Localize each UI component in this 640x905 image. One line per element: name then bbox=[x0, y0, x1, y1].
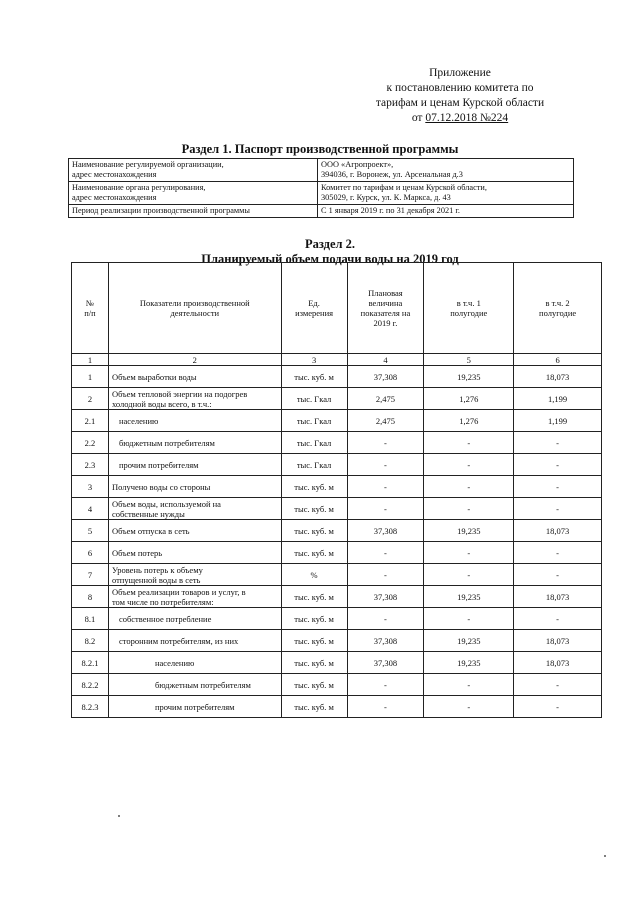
row-indicator: Объем воды, используемой на собственные нужды bbox=[108, 498, 281, 520]
resolution-number: №224 bbox=[477, 112, 509, 124]
row-number: 8 bbox=[72, 586, 109, 608]
passport-label: Наименование регулируемой организации, адрес местонахождения bbox=[69, 159, 318, 182]
header-half-2: в т.ч. 2 полугодие bbox=[514, 263, 602, 354]
row-half-1: - bbox=[424, 432, 514, 454]
row-unit: тыс. Гкал bbox=[281, 388, 347, 410]
header-num: № п/п bbox=[72, 263, 109, 354]
row-planned: 2,475 bbox=[347, 410, 424, 432]
section-2-title-line-1: Раздел 2. bbox=[304, 237, 356, 251]
row-indicator: собственное потребление bbox=[108, 608, 281, 630]
table-row bbox=[72, 542, 602, 564]
header-indicator: Показатели производственной деятельности bbox=[108, 263, 281, 354]
row-indicator: Получено воды со стороны bbox=[108, 476, 281, 498]
column-number: 3 bbox=[281, 354, 347, 366]
row-half-2: - bbox=[514, 674, 602, 696]
row-half-1: 19,235 bbox=[424, 520, 514, 542]
passport-row bbox=[69, 182, 574, 205]
row-unit: тыс. Гкал bbox=[281, 454, 347, 476]
row-half-1: 19,235 bbox=[424, 630, 514, 652]
table-row bbox=[72, 476, 602, 498]
table-row bbox=[72, 498, 602, 520]
row-unit: тыс. куб. м bbox=[281, 476, 347, 498]
row-planned: - bbox=[347, 432, 424, 454]
column-number: 6 bbox=[514, 354, 602, 366]
passport-row bbox=[69, 159, 574, 182]
row-indicator: прочим потребителям bbox=[108, 696, 281, 718]
row-half-2: 18,073 bbox=[514, 652, 602, 674]
row-unit: тыс. куб. м bbox=[281, 542, 347, 564]
row-number: 2.1 bbox=[72, 410, 109, 432]
row-number: 8.2.1 bbox=[72, 652, 109, 674]
resolution-date: 07.12.2018 bbox=[425, 112, 478, 124]
scan-speck bbox=[118, 815, 120, 817]
row-unit: тыс. Гкал bbox=[281, 432, 347, 454]
row-planned: - bbox=[347, 674, 424, 696]
table-row bbox=[72, 674, 602, 696]
table-row bbox=[72, 564, 602, 586]
row-half-1: 1,276 bbox=[424, 388, 514, 410]
passport-value: Комитет по тарифам и ценам Курской области, 305029, г. Курск, ул. К. Маркса, д. 43 bbox=[318, 182, 574, 205]
row-unit: тыс. куб. м bbox=[281, 608, 347, 630]
table-row bbox=[72, 630, 602, 652]
header-half-1: в т.ч. 1 полугодие bbox=[424, 263, 514, 354]
row-number: 7 bbox=[72, 564, 109, 586]
row-half-1: 19,235 bbox=[424, 366, 514, 388]
row-planned: 2,475 bbox=[347, 388, 424, 410]
column-numbers-row bbox=[72, 354, 602, 366]
appendix-line-3: тарифам и ценам Курской области bbox=[375, 97, 545, 109]
row-indicator: Объем потерь bbox=[108, 542, 281, 564]
row-number: 8.1 bbox=[72, 608, 109, 630]
table-row bbox=[72, 432, 602, 454]
row-half-1: 1,276 bbox=[424, 410, 514, 432]
passport-row bbox=[69, 205, 574, 218]
row-half-2: 18,073 bbox=[514, 366, 602, 388]
row-half-1: - bbox=[424, 564, 514, 586]
row-half-1: 19,235 bbox=[424, 652, 514, 674]
row-half-1: - bbox=[424, 454, 514, 476]
row-number: 2.3 bbox=[72, 454, 109, 476]
row-half-2: 1,199 bbox=[514, 388, 602, 410]
row-unit: тыс. куб. м bbox=[281, 674, 347, 696]
row-half-2: 18,073 bbox=[514, 520, 602, 542]
row-half-2: - bbox=[514, 476, 602, 498]
appendix-line-1: Приложение bbox=[429, 67, 491, 79]
row-number: 8.2 bbox=[72, 630, 109, 652]
row-indicator: прочим потребителям bbox=[108, 454, 281, 476]
header-unit: Ед. измерения bbox=[281, 263, 347, 354]
passport-value: С 1 января 2019 г. по 31 декабря 2021 г. bbox=[318, 205, 574, 218]
row-unit: тыс. куб. м bbox=[281, 586, 347, 608]
row-planned: - bbox=[347, 454, 424, 476]
row-half-2: - bbox=[514, 498, 602, 520]
row-number: 3 bbox=[72, 476, 109, 498]
row-half-1: - bbox=[424, 608, 514, 630]
row-indicator: населению bbox=[108, 410, 281, 432]
passport-value: ООО «Агропроект», 394036, г. Воронеж, ул. Арсенальная д.3 bbox=[318, 159, 574, 182]
column-number: 2 bbox=[108, 354, 281, 366]
row-half-2: 18,073 bbox=[514, 630, 602, 652]
column-number: 1 bbox=[72, 354, 109, 366]
row-indicator: Объем выработки воды bbox=[108, 366, 281, 388]
row-half-1: - bbox=[424, 542, 514, 564]
table-row bbox=[72, 454, 602, 476]
row-unit: тыс. куб. м bbox=[281, 366, 347, 388]
row-number: 8.2.3 bbox=[72, 696, 109, 718]
row-unit: тыс. Гкал bbox=[281, 410, 347, 432]
passport-table bbox=[68, 158, 574, 218]
row-half-2: - bbox=[514, 564, 602, 586]
row-unit: тыс. куб. м bbox=[281, 630, 347, 652]
row-planned: - bbox=[347, 542, 424, 564]
row-number: 6 bbox=[72, 542, 109, 564]
row-number: 1 bbox=[72, 366, 109, 388]
row-planned: 37,308 bbox=[347, 630, 424, 652]
section-1-title: Раздел 1. Паспорт производственной программы bbox=[181, 142, 459, 156]
table-header-row bbox=[72, 263, 602, 354]
row-unit: % bbox=[281, 564, 347, 586]
row-planned: 37,308 bbox=[347, 652, 424, 674]
table-row bbox=[72, 366, 602, 388]
passport-label: Период реализации производственной программы bbox=[69, 205, 318, 218]
table-row bbox=[72, 696, 602, 718]
passport-label: Наименование органа регулирования, адрес местонахождения bbox=[69, 182, 318, 205]
appendix-line-2: к постановлению комитета по bbox=[386, 82, 534, 94]
row-indicator: сторонним потребителям, из них bbox=[108, 630, 281, 652]
row-number: 5 bbox=[72, 520, 109, 542]
row-indicator: Уровень потерь к объему отпущенной воды в сеть bbox=[108, 564, 281, 586]
row-unit: тыс. куб. м bbox=[281, 520, 347, 542]
table-row bbox=[72, 410, 602, 432]
row-half-2: - bbox=[514, 696, 602, 718]
row-number: 8.2.2 bbox=[72, 674, 109, 696]
row-half-1: 19,235 bbox=[424, 586, 514, 608]
row-half-2: 18,073 bbox=[514, 586, 602, 608]
row-number: 2.2 bbox=[72, 432, 109, 454]
row-unit: тыс. куб. м bbox=[281, 652, 347, 674]
row-indicator: Объем отпуска в сеть bbox=[108, 520, 281, 542]
table-row bbox=[72, 388, 602, 410]
section-2-title-line-2: Планируемый объем подачи воды на 2019 год bbox=[201, 252, 459, 266]
date-prefix: от bbox=[411, 112, 426, 124]
row-half-2: - bbox=[514, 454, 602, 476]
row-half-2: 1,199 bbox=[514, 410, 602, 432]
row-indicator: Объем тепловой энергии на подогрев холодной воды всего, в т.ч.: bbox=[108, 388, 281, 410]
row-half-2: - bbox=[514, 432, 602, 454]
row-unit: тыс. куб. м bbox=[281, 498, 347, 520]
scan-speck bbox=[604, 855, 606, 857]
row-half-1: - bbox=[424, 696, 514, 718]
row-planned: - bbox=[347, 608, 424, 630]
row-planned: 37,308 bbox=[347, 366, 424, 388]
appendix-header bbox=[340, 66, 580, 126]
table-row bbox=[72, 586, 602, 608]
row-planned: 37,308 bbox=[347, 520, 424, 542]
row-planned: 37,308 bbox=[347, 586, 424, 608]
row-number: 2 bbox=[72, 388, 109, 410]
column-number: 5 bbox=[424, 354, 514, 366]
row-half-1: - bbox=[424, 674, 514, 696]
row-half-2: - bbox=[514, 542, 602, 564]
table-row bbox=[72, 520, 602, 542]
row-indicator: бюджетным потребителям bbox=[108, 432, 281, 454]
column-number: 4 bbox=[347, 354, 424, 366]
row-indicator: бюджетным потребителям bbox=[108, 674, 281, 696]
row-planned: - bbox=[347, 476, 424, 498]
row-planned: - bbox=[347, 696, 424, 718]
row-planned: - bbox=[347, 498, 424, 520]
row-planned: - bbox=[347, 564, 424, 586]
table-row bbox=[72, 608, 602, 630]
header-planned: Плановая величина показателя на 2019 г. bbox=[347, 263, 424, 354]
water-volume-table bbox=[71, 262, 602, 718]
row-number: 4 bbox=[72, 498, 109, 520]
row-half-1: - bbox=[424, 476, 514, 498]
row-indicator: населению bbox=[108, 652, 281, 674]
appendix-date-line bbox=[340, 111, 580, 126]
row-indicator: Объем реализации товаров и услуг, в том числе по потребителям: bbox=[108, 586, 281, 608]
table-row bbox=[72, 652, 602, 674]
row-half-2: - bbox=[514, 608, 602, 630]
row-half-1: - bbox=[424, 498, 514, 520]
row-unit: тыс. куб. м bbox=[281, 696, 347, 718]
